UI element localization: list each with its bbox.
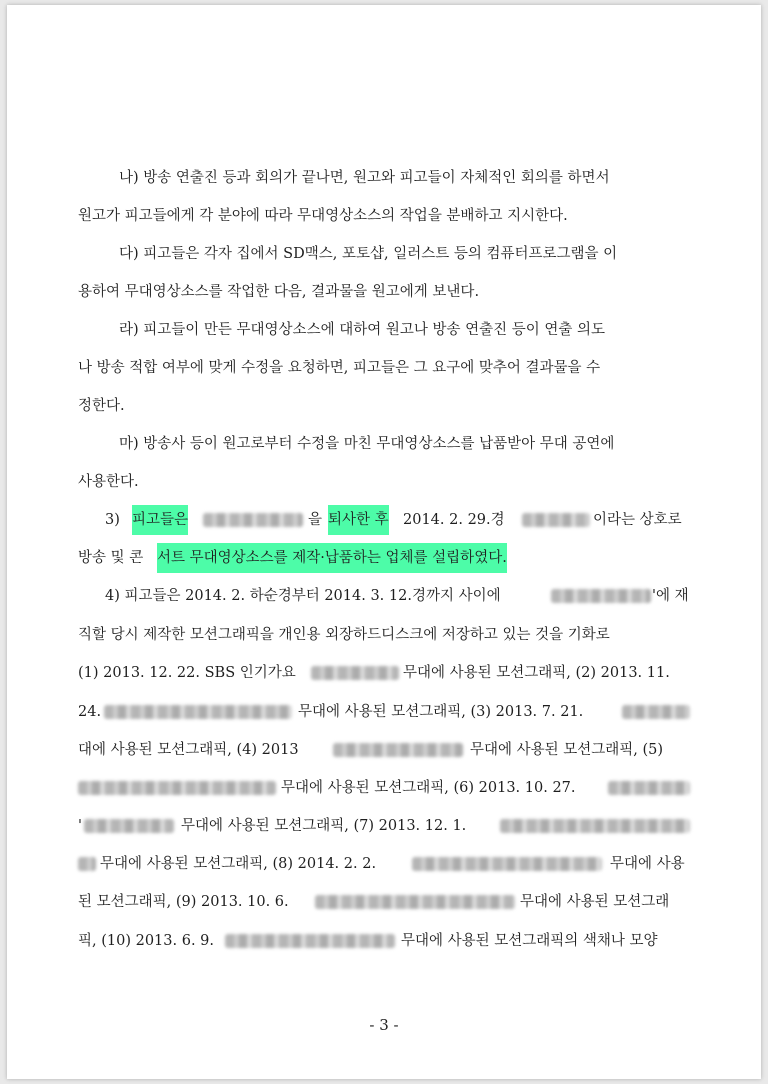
text-line [0, 887, 768, 917]
text-line [0, 811, 768, 841]
paragraph-text: 이라는 상호로 [593, 512, 682, 528]
paragraph-text: 2014. 2. 29.경 [403, 512, 505, 528]
paragraph-4: 4) 피고들은 2014. 2. 하순경부터 2014. 3. 12.경까지 사이에 [105, 588, 501, 604]
redacted-name [78, 781, 276, 795]
text-line [0, 658, 768, 688]
paragraph-text: 무대에 사용된 모션그래픽, (7) 2013. 12. 1. [181, 818, 467, 834]
paragraph-text: 무대에 사용된 모션그래픽, (5) [470, 742, 664, 758]
text-line [0, 239, 768, 269]
redacted-name [522, 513, 590, 527]
paragraph-text: (1) 2013. 12. 22. SBS 인기가요 [78, 665, 296, 681]
redacted-name [333, 743, 463, 757]
paragraph-text: 방송 및 콘 [78, 550, 144, 566]
paragraph-text: 대에 사용된 모션그래픽, (4) 2013 [78, 742, 299, 758]
text-line [0, 849, 768, 879]
paragraph-text: 사용한다. [78, 474, 139, 490]
text-line [0, 581, 768, 611]
text-line [0, 926, 768, 956]
redacted-name [412, 857, 602, 871]
text-line [0, 429, 768, 459]
paragraph-text: 무대에 사용된 모션그래픽의 색채나 모양 [401, 933, 658, 949]
paragraph-text: '에 재 [652, 588, 689, 604]
paragraph-text: 무대에 사용된 모션그래픽, (3) 2013. 7. 21. [298, 704, 584, 720]
redacted-name [622, 705, 690, 719]
paragraph-text: 된 모션그래픽, (9) 2013. 10. 6. [78, 894, 289, 910]
paragraph-text: 정한다. [78, 398, 125, 414]
paragraph-text: 나 방송 적합 여부에 맞게 수정을 요청하면, 피고들은 그 요구에 맞추어 결과물을 수 [78, 360, 601, 376]
redacted-name [315, 895, 515, 909]
redacted-name [225, 934, 395, 948]
paragraph-ma: 마) 방송사 등이 원고로부터 수정을 마친 무대영상소스를 납품받아 무대 공연에 [119, 436, 615, 452]
text-line [0, 697, 768, 727]
text-line [0, 277, 768, 307]
paragraph-text: 용하여 무대영상소스를 작업한 다음, 결과물을 원고에게 보낸다. [78, 284, 480, 300]
redacted-name [608, 781, 690, 795]
text-line [0, 620, 768, 650]
redacted-name [78, 857, 96, 871]
redacted-name [84, 819, 174, 833]
text-line [0, 315, 768, 345]
redacted-name [311, 666, 399, 680]
page-number: - 3 - [369, 1016, 399, 1034]
paragraph-text: 무대에 사용된 모션그래 [520, 894, 670, 910]
paragraph-text: 무대에 사용된 모션그래픽, (2) 2013. 11. [403, 665, 670, 681]
paragraph-text: 24. [78, 704, 102, 720]
paragraph-3-prefix: 3) [105, 512, 120, 528]
redacted-name [104, 705, 292, 719]
paragraph-text: 무대에 사용 [610, 856, 685, 872]
paragraph-text: ' [78, 818, 82, 834]
paragraph-da: 다) 피고들은 각자 집에서 SD맥스, 포토샵, 일러스트 등의 컴퓨터프로그램을 이 [119, 246, 618, 262]
redacted-name [203, 513, 303, 527]
highlighted-text: 피고들은 [132, 505, 188, 535]
text-line [0, 735, 768, 765]
text-line [0, 505, 768, 535]
paragraph-text: 을 [308, 512, 323, 528]
highlighted-text: 퇴사한 후 [328, 505, 389, 535]
text-line [0, 391, 768, 421]
text-line [0, 163, 768, 193]
text-line [0, 201, 768, 231]
redacted-name [500, 819, 690, 833]
paragraph-na: 나) 방송 연출진 등과 회의가 끝나면, 원고와 피고들이 자체적인 회의를 하면서 [119, 170, 610, 186]
highlighted-text: 서트 무대영상소스를 제작·납품하는 업체를 설립하였다. [157, 543, 507, 573]
paragraph-text: 원고가 피고들에게 각 분야에 따라 무대영상소스의 작업을 분배하고 지시한다. [78, 208, 568, 224]
text-line [0, 353, 768, 383]
paragraph-ra: 라) 피고들이 만든 무대영상소스에 대하여 원고나 방송 연출진 등이 연출 의도 [119, 322, 605, 338]
text-line [0, 543, 768, 573]
text-line [0, 467, 768, 497]
paragraph-text: 직할 당시 제작한 모션그래픽을 개인용 외장하드디스크에 저장하고 있는 것을 기화로 [78, 627, 610, 643]
redacted-name [551, 589, 651, 603]
text-line [0, 773, 768, 803]
paragraph-text: 무대에 사용된 모션그래픽, (8) 2014. 2. 2. [100, 856, 377, 872]
paragraph-text: 무대에 사용된 모션그래픽, (6) 2013. 10. 27. [281, 780, 576, 796]
paragraph-text: 픽, (10) 2013. 6. 9. [78, 933, 214, 949]
